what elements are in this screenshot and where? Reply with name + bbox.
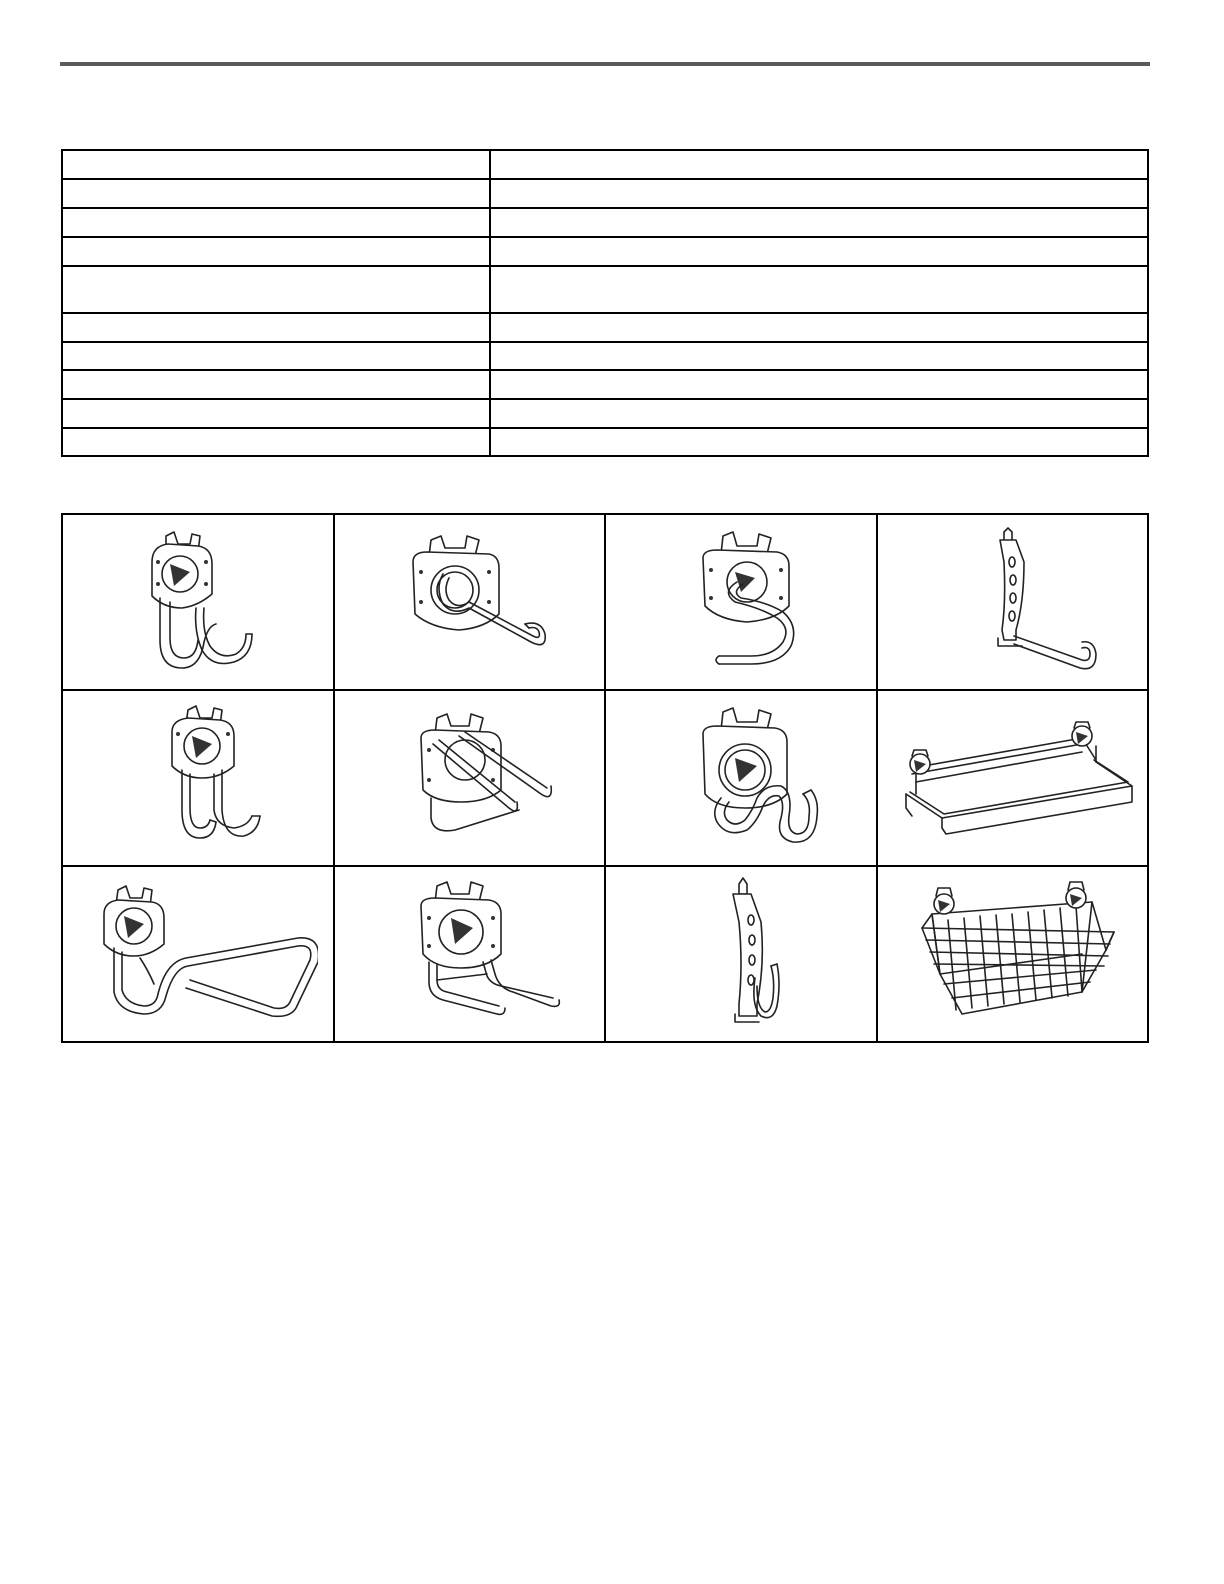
table-cell [490,313,1148,342]
top-rule [60,62,1150,66]
long-fork-hook-icon [369,698,569,858]
table-cell [62,370,490,399]
accessory-gallery [61,513,1149,1043]
table-cell [62,237,490,266]
wire-basket-icon [892,874,1132,1034]
gallery-cell [62,866,334,1042]
gallery-cell [334,514,606,690]
table-row [62,208,1148,237]
table-row [62,237,1148,266]
cradle-hook-icon [651,698,831,858]
gallery-cell [605,690,877,866]
table-row [62,266,1148,313]
table-row [62,313,1148,342]
table-cell [62,342,490,370]
table-cell [62,208,490,237]
fork-hook-icon [369,874,569,1034]
table-row [62,150,1148,179]
gallery-row [62,866,1148,1042]
spec-table [61,149,1149,457]
table-cell [62,150,490,179]
gallery-cell [334,690,606,866]
table-row [62,342,1148,370]
table-row [62,370,1148,399]
table-cell [62,428,490,456]
table-row [62,399,1148,428]
table-cell [490,179,1148,208]
table-cell [62,266,490,313]
table-cell [490,370,1148,399]
table-cell [490,342,1148,370]
table-cell [490,237,1148,266]
s-hook-icon [651,522,831,682]
gallery-cell [605,514,877,690]
table-row [62,428,1148,456]
tall-j-hook-icon [651,874,831,1034]
gallery-cell [605,866,877,1042]
double-j-hook-icon [108,522,288,682]
table-cell [490,399,1148,428]
multi-purpose-hook-icon [912,522,1112,682]
table-cell [490,266,1148,313]
gallery-cell [62,690,334,866]
table-cell [490,150,1148,179]
wire-shelf-icon [882,698,1142,858]
table-cell [490,208,1148,237]
double-hook-icon [108,698,288,858]
gallery-cell [877,690,1149,866]
gallery-row [62,514,1148,690]
table-cell [62,399,490,428]
bike-hook-icon [78,874,318,1034]
gallery-row [62,690,1148,866]
utility-hook-icon [369,522,569,682]
gallery-cell [877,866,1149,1042]
table-cell [490,428,1148,456]
gallery-cell [334,866,606,1042]
table-row [62,179,1148,208]
table-cell [62,179,490,208]
gallery-cell [877,514,1149,690]
table-cell [62,313,490,342]
gallery-cell [62,514,334,690]
